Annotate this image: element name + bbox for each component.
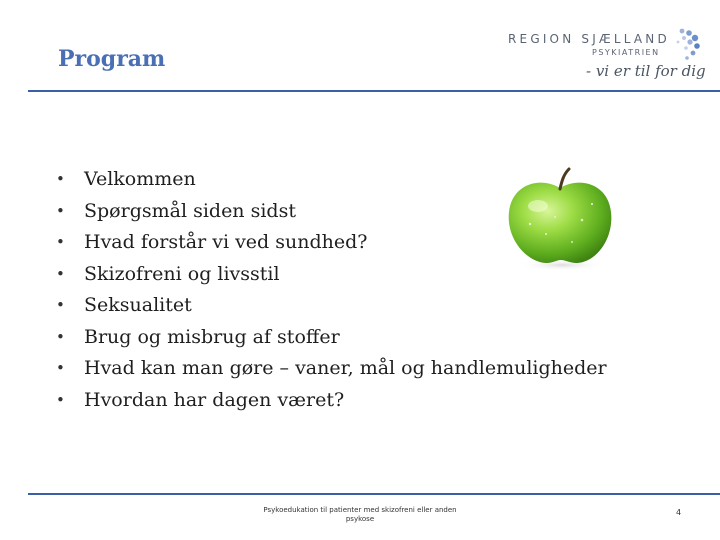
- agenda-item-text: Hvordan har dagen været?: [84, 388, 345, 411]
- agenda-item-text: Brug og misbrug af stoffer: [84, 325, 340, 348]
- agenda-item-text: Seksualitet: [84, 294, 192, 316]
- bullet: •: [56, 359, 65, 377]
- footer-divider: [28, 493, 720, 495]
- agenda-item-text: Hvad kan man gøre – vaner, mål og handlemuligheder: [84, 357, 607, 379]
- footer-caption-line2: psykose: [345, 515, 375, 523]
- agenda-item: [56, 290, 607, 322]
- logo-slogan-text: - vi er til for dig: [586, 62, 706, 80]
- logo-dots-icon: [660, 28, 702, 64]
- bullet: •: [56, 327, 65, 346]
- slide-title: Program: [58, 46, 166, 72]
- bullet: •: [56, 390, 65, 409]
- bullet: •: [56, 170, 65, 188]
- agenda-item-text: Hvad forstår vi ved sundhed?: [84, 231, 368, 253]
- agenda-item-text: Skizofreni og livsstil: [84, 262, 280, 285]
- agenda-item: [56, 385, 607, 417]
- bullet: •: [56, 201, 65, 220]
- region-sjaelland-logo: [508, 28, 706, 90]
- header-divider: [28, 90, 720, 92]
- agenda-item: [56, 353, 607, 385]
- footer-caption: [250, 506, 470, 524]
- green-apple-image: [500, 162, 618, 274]
- bullet: •: [56, 264, 65, 283]
- logo-subtitle-text: PSYKIATRIEN: [592, 48, 660, 57]
- bullet: •: [56, 296, 65, 314]
- agenda-item: [56, 322, 607, 354]
- page-number: 4: [676, 508, 682, 517]
- agenda-item-text: Spørgsmål siden sidst: [84, 199, 296, 222]
- agenda-item-text: Velkommen: [84, 168, 196, 190]
- footer-caption-line1: Psykoedukation til patienter med skizofreni eller anden: [263, 506, 457, 514]
- logo-region-text: REGION SJÆLLAND: [508, 32, 670, 46]
- bullet: •: [56, 233, 65, 251]
